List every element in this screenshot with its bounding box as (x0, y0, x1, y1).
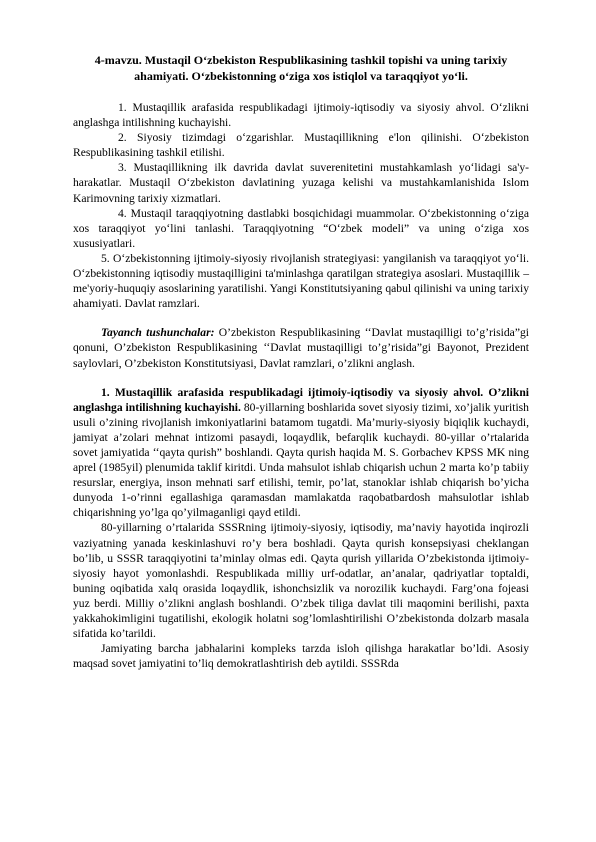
lecture-title: 4-mavzu. Mustaqil O‘zbekiston Respublikasining tashkil topishi va uning tarixiy ahamiyati. O‘zbekistonning o‘ziga xos istiqlol va taraqqiyot yo‘li. (94, 53, 508, 83)
plan-item-1: 1. Mustaqillik arafasida respublikadagi ijtimoiy-iqtisodiy va siyosiy ahvol. O‘zlikni anglashga intilishning kuchayishi. (73, 101, 529, 130)
plan-item-4: 4. Mustaqil taraqqiyotning dastlabki bosqichidagi muammolar. O‘zbekistonning o‘ziga xos taraqqiyot yo‘lini tanlashi. Taraqqiyotning “O‘zbek modeli” va uning o‘ziga xos xususiyatlari. (73, 206, 529, 250)
key-terms-text: O’zbekiston Respublikasining ‘‘Davlat mustaqilligi to’g’risida”gi qonuni, O’zbekiston Respublikasining ‘‘Davlat mustaqilligi to’g’risida”gi Bayonot, Prezident saylovlari, O’zbekiston Konstitutsiyasi, Davlat ramzlari, o’zlikni anglash. (73, 326, 529, 370)
section1-heading: 1. Mustaqillik arafasida respublikadagi ijtimoiy-iqtisodiy va siyosiy ahvol. O’zlikni anglashga intilishning kuchayishi. (73, 385, 529, 414)
spacer (73, 371, 529, 385)
section1-paragraph-3: Jamiyating barcha jabhalarini kompleks tarzda isloh qilishga harakatlar bo’ldi. Asosiy maqsad sovet jamiyatini to’liq demokratlashtirish deb aytildi. SSSRda (73, 642, 529, 671)
key-terms-paragraph (73, 325, 529, 370)
section1-paragraph-1 (73, 385, 529, 521)
plan-item-3: 3. Mustaqillikning ilk davrida davlat suverenitetini mustahkamlash yo‘lidagi sa'y-harakatlar. Mustaqil O‘zbekiston davlatining yuzaga kelishi va mustahkamlanishida Islom Karimovning tarixiy xizmatlari. (73, 161, 529, 205)
section1-paragraph-1-text: 80-yillarning boshlarida sovet siyosiy tizimi, xo’jalik yuritish usuli o’zining rivojlanish imkoniyatlarini batamom tugatdi. Ma’muriy-siyosiy biqiqlik kuchaydi, jamiyat a’zolari mehnat intizomi pasaydi, loqaydlik, befarqlik kuchaydi. 80-yillar o’rtalarida sovet jamiyatida ‘‘qayta qurish” boshlandi. Qayta qurish haqida M. S. Gorbachev KPSS MK ning aprel (1985yil) plenumida taklif kiritdi. Unda mahsulot ishlab chiqarish uchun 2 marta ko’p tabiiy resurslar, energiya, inson mehnati sarf etilishi, temir, po’lat, stanoklar ishlab chiqarish bo’yicha dunyoda 1-o’rinni egallashiga qaramasdan mamlakatda raqobatbardosh mahsulotlar ishlab chiqarishning yo’lga qo’yilmaganligi qayd etildi. (73, 400, 529, 520)
document-page (73, 52, 529, 671)
plan-item-5: 5. O‘zbekistonning ijtimoiy-siyosiy rivojlanish strategiyasi: yangilanish va taraqqiyot yo‘li. O‘zbekistonning iqtisodiy mustaqilligini ta'minlashga qaratilgan strategiya asoslari. Mustaqillik – me'yoriy-huquqiy asoslarining yaratilishi. Yangi Konstitutsiyaning qabul qilinishi va uning tarixiy ahamiyati. Davlat ramzlari. (73, 251, 529, 311)
spacer (73, 311, 529, 325)
key-terms-label: Tayanch tushunchalar: (101, 326, 215, 340)
plan-item-2: 2. Siyosiy tizimdagi o‘zgarishlar. Mustaqillikning e'lon qilinishi. O‘zbekiston Respublikasining tashkil etilishi. (73, 131, 529, 160)
section1-paragraph-2: 80-yillarning o’rtalarida SSSRning ijtimoiy-siyosiy, iqtisodiy, ma’naviy hayotida inqirozli vaziyatning yanada keskinlashuvi ro’y bera boshladi. Qayta qurish konsepsiyasi cheklangan bo’lib, u SSSR taraqqiyotini ta’minlay olmas edi. Qayta qurish yillarida O’zbekistonda ijtimoiy-siyosiy hayot yomonlashdi. Respublikada milliy urf-odatlar, an’analar, qadriyatlar toptaldi, buning oqibatida xalq orasida loqaydlik, ishonchsizlik va norozilik kuchaydi. Farg’ona fojeasi yuz berdi. Milliy o’zlikni anglash boshlandi. O’zbek tiliga davlat tili maqomini berilishi, paxta yakkahokimligini tugatilishi, ekologik holatni sog’lomlashtirilishi O’zbekistonda dolzarb masala sifatida ko’tarildi. (73, 521, 529, 641)
